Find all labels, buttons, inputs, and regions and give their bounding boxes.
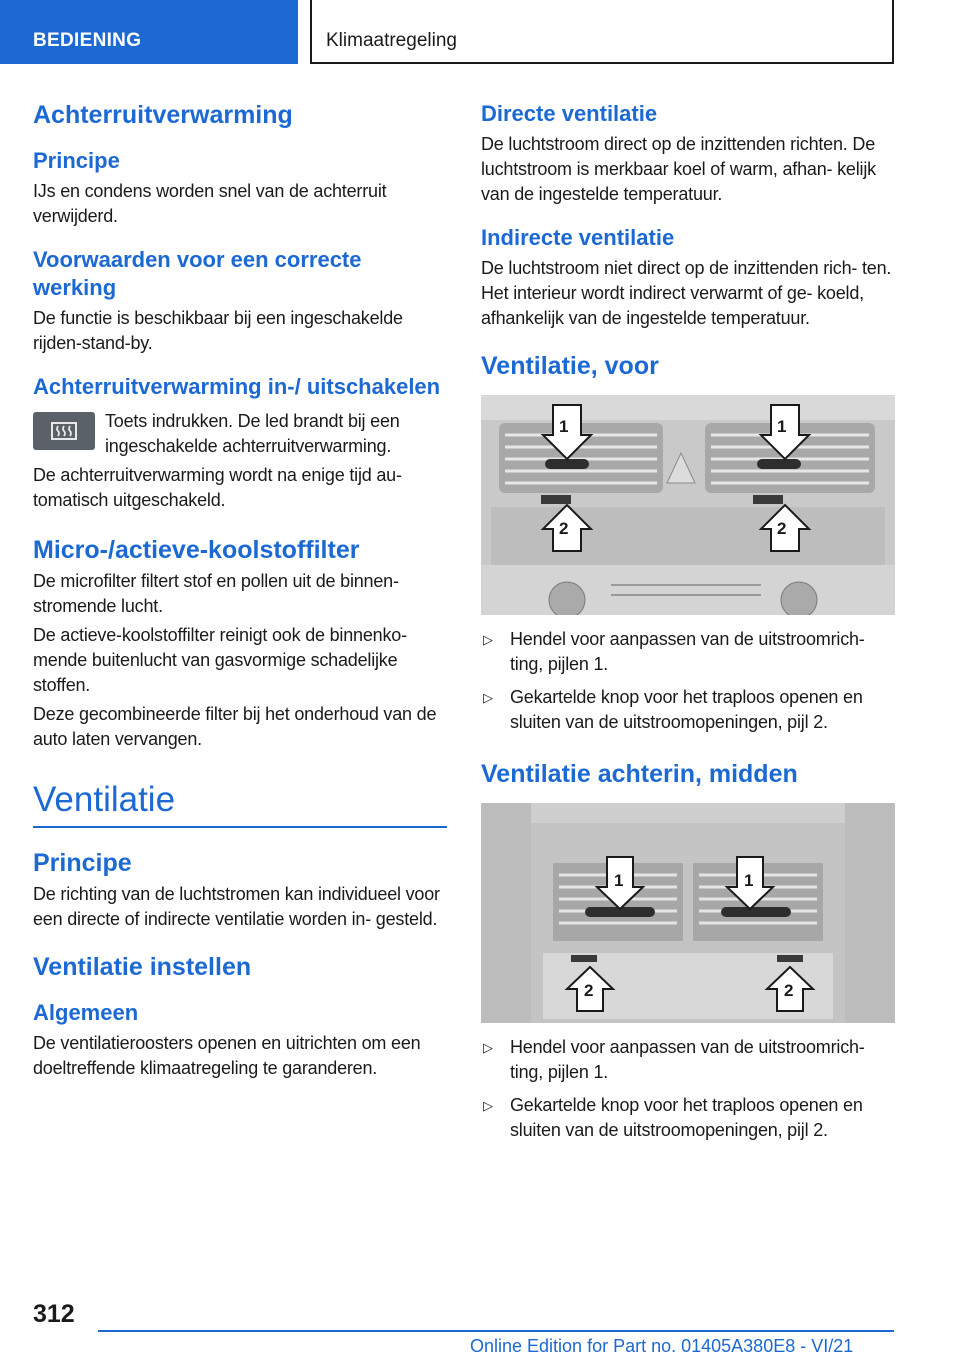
arrow-label-2: 2 (784, 981, 794, 1000)
heading-ventilatie: Ventilatie (33, 780, 176, 819)
front-vents-list (481, 627, 895, 735)
indirect-text: De luchtstroom niet direct op de inzittenden rich- ten. Het interieur wordt indirect verwarmt of ge- koeld, afhankelijk van de ingestelde temperatuur. (481, 258, 892, 328)
heading-algemeen: Algemeen (33, 1000, 139, 1025)
heading-indirecte-ventilatie: Indirecte ventilatie (481, 225, 675, 250)
triangle-right-icon: ▷ (483, 690, 493, 705)
heading-vent-principe: Principe (33, 849, 132, 877)
button-instruction (33, 409, 447, 459)
arrow-label-1: 1 (744, 871, 754, 890)
list-item: ▷ Hendel voor aanpassen van de uitstroomrich- ting, pijlen 1. (483, 1037, 865, 1082)
arrow-label-1: 1 (777, 417, 787, 436)
schakelen-button-text: Toets indrukken. De led brandt bij een ingeschakelde achterruitverwarming. (105, 411, 400, 456)
front-vents-figure (481, 395, 895, 615)
vent-principe-text: De richting van de luchtstromen kan individueel voor een directe of indirecte ventilatie worden in- gesteld. (33, 884, 440, 929)
arrow-label-1: 1 (614, 871, 624, 890)
section-tab: BEDIENING (0, 0, 298, 64)
heading-instellen: Ventilatie instellen (33, 953, 252, 981)
algemeen-text: De ventilatieroosters openen en uitrichten om een doeltreffende klimaatregeling te garanderen. (33, 1033, 421, 1078)
list-item: ▷ Gekartelde knop voor het traploos openen en sluiten van de uitstroomopeningen, pijl 2. (483, 1095, 863, 1140)
filter-text-2: De actieve-koolstoffilter reinigt ook de binnenko- mende buitenlucht van gasvormige schadelijke stoffen. (33, 625, 407, 695)
footer-edition: Online Edition for Part no. 01405A380E8 - VI/21 (470, 1336, 854, 1356)
arrow-label-2: 2 (777, 519, 787, 538)
rear-vents-list (481, 1035, 895, 1143)
heading-achterruitverwarming: Achterruitverwarming (33, 101, 293, 129)
footer-rule (98, 1330, 894, 1332)
principe-text: IJs en condens worden snel van de achterruit verwijderd. (33, 181, 387, 226)
heading-directe-ventilatie: Directe ventilatie (481, 101, 658, 126)
voorwaarden-text: De functie is beschikbaar bij een ingeschakelde rijden-stand-by. (33, 308, 403, 353)
right-column (481, 100, 895, 1151)
left-column (33, 100, 447, 1081)
triangle-right-icon: ▷ (483, 1040, 493, 1055)
heading-schakelen: Achterruitverwarming in-/ uitschakelen (33, 374, 441, 399)
ventilatie-heading-rule (33, 778, 447, 828)
schakelen-text: De achterruitverwarming wordt na enige tijd au- tomatisch uitgeschakeld. (33, 465, 402, 510)
filter-text-3: Deze gecombineerde filter bij het onderhoud van de auto laten vervangen. (33, 704, 437, 749)
filter-text-1: De microfilter filtert stof en pollen uit de binnen- stromende lucht. (33, 571, 399, 616)
direct-text: De luchtstroom direct op de inzittenden richten. De luchtstroom is merkbaar koel of warm, afhan- kelijk van de ingestelde temperatuur. (481, 134, 876, 204)
heading-ventilatie-voor: Ventilatie, voor (481, 352, 659, 380)
arrow-label-2: 2 (584, 981, 594, 1000)
heading-principe: Principe (33, 148, 120, 173)
heading-voorwaarden: Voorwaarden voor een correcte werking (33, 247, 362, 300)
chapter-title: Klimaatregeling (310, 0, 894, 64)
heading-filter: Micro-/actieve-koolstoffilter (33, 536, 360, 564)
list-item: ▷ Gekartelde knop voor het traploos openen en sluiten van de uitstroomopeningen, pijl 2. (483, 687, 863, 732)
arrow-label-1: 1 (559, 417, 569, 436)
arrow-label-2: 2 (559, 519, 569, 538)
rear-vents-figure (481, 803, 895, 1023)
rear-defrost-icon (33, 412, 95, 450)
triangle-right-icon: ▷ (483, 1098, 493, 1113)
page-number: 312 (33, 1300, 75, 1328)
triangle-right-icon: ▷ (483, 632, 493, 647)
heading-ventilatie-achterin: Ventilatie achterin, midden (481, 760, 798, 788)
list-item: ▷ Hendel voor aanpassen van de uitstroomrich- ting, pijlen 1. (483, 629, 865, 674)
